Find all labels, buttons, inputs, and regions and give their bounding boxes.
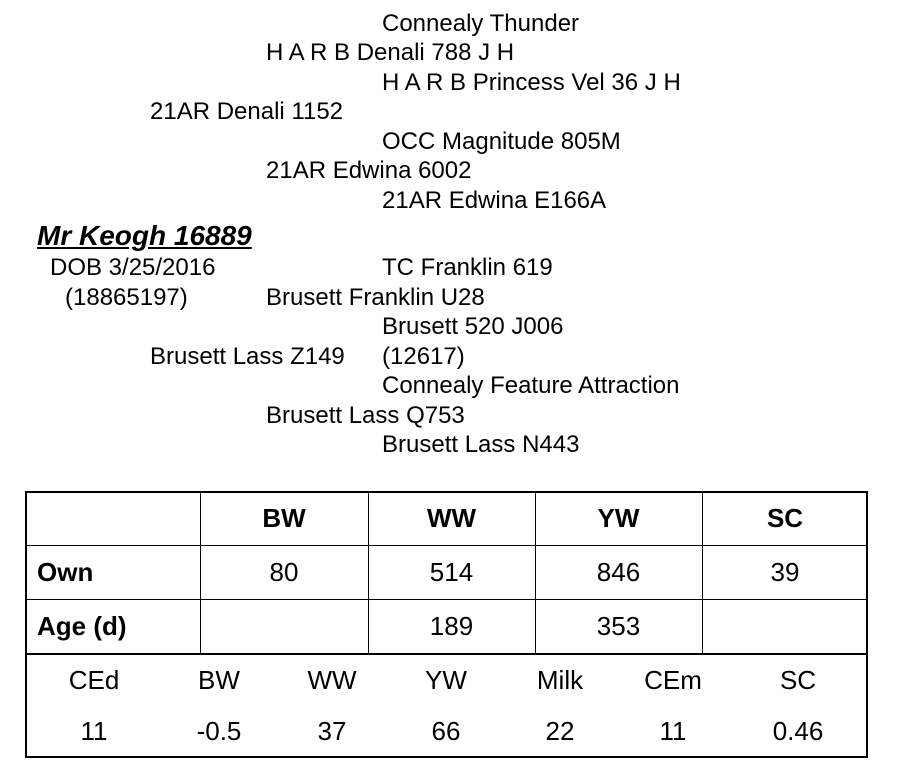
epd-value-yw: 66 xyxy=(431,716,461,746)
reg-number: (18865197) xyxy=(65,284,188,311)
dam-dam-dam: Brusett Lass N443 xyxy=(382,431,580,458)
table-divider xyxy=(27,599,866,600)
table-divider xyxy=(27,653,866,655)
epd-label-milk: Milk xyxy=(536,665,584,695)
epd-value-cem: 11 xyxy=(659,716,687,746)
dam-dam: Brusett Lass Q753 xyxy=(266,402,465,429)
sire: 21AR Denali 1152 xyxy=(150,98,344,125)
header-ww: WW xyxy=(426,503,477,533)
epd-value-ced: 11 xyxy=(80,716,108,746)
animal-name: Mr Keogh 16889 xyxy=(37,220,252,251)
sire-sire-sire: Connealy Thunder xyxy=(382,10,580,37)
own-bw: 80 xyxy=(269,557,299,587)
own-sc: 39 xyxy=(770,557,800,587)
performance-table xyxy=(25,491,868,758)
dam-sire-dam: Brusett 520 J006 xyxy=(382,313,564,340)
own-yw: 846 xyxy=(596,557,641,587)
epd-label-yw: YW xyxy=(425,665,467,695)
epd-label-bw: BW xyxy=(198,665,240,695)
age-label: Age (d) xyxy=(37,611,127,641)
sire-sire-dam: H A R B Princess Vel 36 J H xyxy=(382,69,681,96)
dam-sire: Brusett Franklin U28 xyxy=(266,284,485,311)
epd-label-ced: CEd xyxy=(68,665,120,695)
age-yw: 353 xyxy=(596,611,641,641)
sire-dam-dam: 21AR Edwina E166A xyxy=(382,187,607,214)
epd-label-ww: WW xyxy=(307,665,357,695)
dam-reg: (12617) xyxy=(382,343,465,370)
own-label: Own xyxy=(37,557,94,587)
table-divider xyxy=(27,545,866,546)
dob: DOB 3/25/2016 xyxy=(50,254,216,281)
epd-label-sc: SC xyxy=(779,665,817,695)
epd-label-cem: CEm xyxy=(644,665,702,695)
sire-dam: 21AR Edwina 6002 xyxy=(266,157,472,184)
epd-value-ww: 37 xyxy=(317,716,347,746)
header-bw: BW xyxy=(262,503,306,533)
header-sc: SC xyxy=(766,503,804,533)
epd-value-sc: 0.46 xyxy=(772,716,824,746)
own-ww: 514 xyxy=(429,557,474,587)
sire-dam-sire: OCC Magnitude 805M xyxy=(382,128,621,155)
dam-dam-sire: Connealy Feature Attraction xyxy=(382,372,680,399)
sire-sire: H A R B Denali 788 J H xyxy=(266,39,515,66)
dam: Brusett Lass Z149 xyxy=(150,343,345,370)
header-yw: YW xyxy=(597,503,640,533)
epd-value-bw: -0.5 xyxy=(196,716,242,746)
dam-sire-sire: TC Franklin 619 xyxy=(382,254,553,281)
epd-value-milk: 22 xyxy=(545,716,575,746)
age-ww: 189 xyxy=(429,611,474,641)
